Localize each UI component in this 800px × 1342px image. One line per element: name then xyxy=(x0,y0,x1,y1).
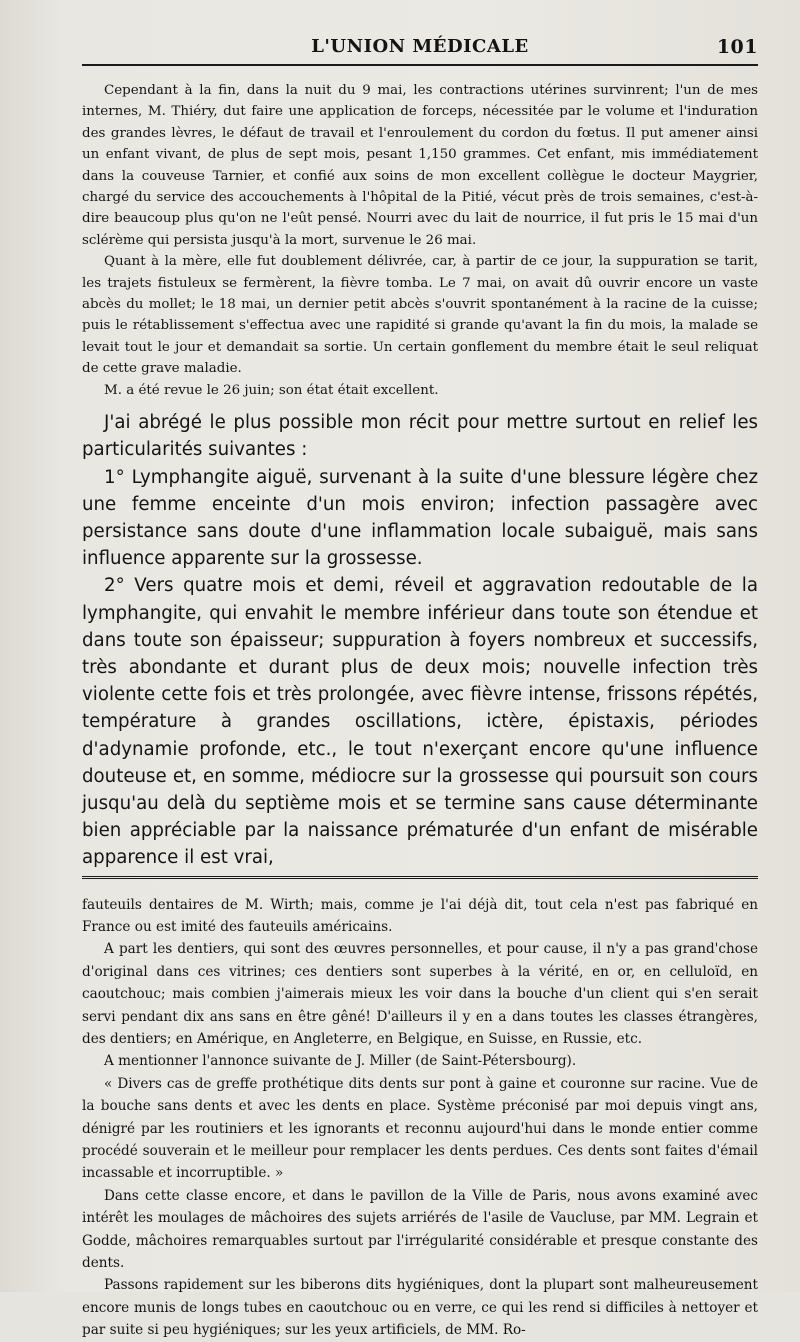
summary-section xyxy=(82,409,758,871)
case-report-section xyxy=(82,80,758,401)
paragraph: Passons rapidement sur les biberons dits hygiéniques, dont la plupart sont malheureusement encore munis de longs tubes en caoutchouc ou en verre, ce qui les rend si difficiles à nettoyer et par suite si peu hygiéniques; sur les yeux artificiels, de MM. Ro- xyxy=(82,1277,758,1339)
paragraph: A mentionner l'annonce suivante de J. Miller (de Saint-Pétersbourg). xyxy=(104,1053,577,1070)
running-header xyxy=(82,30,758,64)
paragraph: 2° Vers quatre mois et demi, réveil et aggravation redoutable de la lymphangite, qui envahit le membre inférieur dans toute son étendue et dans toute son épaisseur; suppuration à foyers nombreux et successifs, très abondante et durant plus de deux mois; nouvelle infection très violente cette fois et très prolongée, avec fièvre intense, frissons répétés, température à grandes oscillations, ictère, épistaxis, périodes d'adynamie profonde, etc., le tout n'exerçant encore qu'une influence douteuse et, en somme, médiocre sur la grossesse qui poursuit son cours jusqu'au delà du septième mois et se termine sans cause déterminante bien appréciable par la naissance prématurée d'un enfant de misérable apparence il est vrai, xyxy=(82,575,758,869)
paragraph: « Divers cas de greffe prothétique dits dents sur pont à gaine et couronne sur racine. Vue de la bouche sans dents et avec les dents en place. Système préconisé par moi depuis vingt ans, dénigré par les routiniers et les ignorants et reconnu aujourd'hui dans le monde entier comme procédé souverain et le meilleur pour remplacer les dents perdues. Ces dents sont faites d'émail incassable et incorruptible. » xyxy=(82,1075,758,1182)
paragraph: J'ai abrégé le plus possible mon récit pour mettre surtout en relief les particularités suivantes : xyxy=(82,412,758,461)
paragraph: 1° Lymphangite aiguë, survenant à la suite d'une blessure légère chez une femme enceinte d'un mois environ; infection passagère avec persistance sans doute d'une inflammation locale subaiguë, mais sans influence apparente sur la grossesse. xyxy=(82,466,758,570)
paragraph: M. a été revue le 26 juin; son état était excellent. xyxy=(104,382,439,398)
paragraph: Dans cette classe encore, et dans le pavillon de la Ville de Paris, nous avons examiné avec intérêt les moulages de mâchoires des sujets arriérés de l'asile de Vaucluse, par MM. Legrain et Godde, mâchoires remarquables surtout par l'irrégularité considérable et presque constante des dents. xyxy=(82,1187,758,1272)
header-rule xyxy=(82,64,758,66)
paragraph: Cependant à la fin, dans la nuit du 9 mai, les contractions utérines survinrent; l'un de mes internes, M. Thiéry, dut faire une application de forceps, nécessitée par le volume et l'induration des grandes lèvres, le défaut de travail et l'enroulement du cordon du fœtus. Il put amener ainsi un enfant vivant, de plus de sept mois, pesant 1,150 grammes. Cet enfant, mis immédiatement dans la couveuse Tarnier, et confié aux soins de mon excellent collègue le docteur Maygrier, chargé du service des accouchements à l'hôpital de la Pitié, vécut près de trois semaines, c'est-à-dire beaucoup plus qu'on ne l'eût pensé. Nourri avec du lait de nourrice, il fut pris le 15 mai d'un sclérème qui persista jusqu'à la mort, survenue le 26 mai. xyxy=(82,83,758,248)
paragraph: fauteuils dentaires de M. Wirth; mais, comme je l'ai déjà dit, tout cela n'est pas fabriqué en France ou est imité des fauteuils américains. xyxy=(82,896,758,935)
journal-title: L'UNION MÉDICALE xyxy=(311,36,529,57)
page-number: 101 xyxy=(716,36,758,58)
paragraph: A part les dentiers, qui sont des œuvres personnelles, et pour cause, il n'y a pas grand'chose d'original dans ces vitrines; ces dentiers sont superbes à la vérité, en or, en celluloïd, en caoutchouc; mais combien j'aimerais mieux les voir dans la bouche d'un client qui s'en serait servi pendant dix ans sans en être gêné! D'ailleurs il y en a dans toutes les classes étrangères, des dentiers; en Amérique, en Angleterre, en Belgique, en Suisse, en Russie, etc. xyxy=(82,941,758,1047)
feuilleton-section xyxy=(82,894,758,1342)
feuilleton-rule xyxy=(82,876,758,882)
paragraph: Quant à la mère, elle fut doublement délivrée, car, à partir de ce jour, la suppuration se tarit, les trajets fistuleux se fermèrent, la fièvre tomba. Le 7 mai, on avait dû ouvrir encore un vaste abcès du mollet; le 18 mai, un dernier petit abcès s'ouvrit spontanément à la racine de la cuisse; puis le rétablissement s'effectua avec une rapidité si grande qu'avant la fin du mois, la malade se levait tout le jour et demandait sa sortie. Un certain gonflement du membre était le seul reliquat de cette grave maladie. xyxy=(82,254,758,377)
